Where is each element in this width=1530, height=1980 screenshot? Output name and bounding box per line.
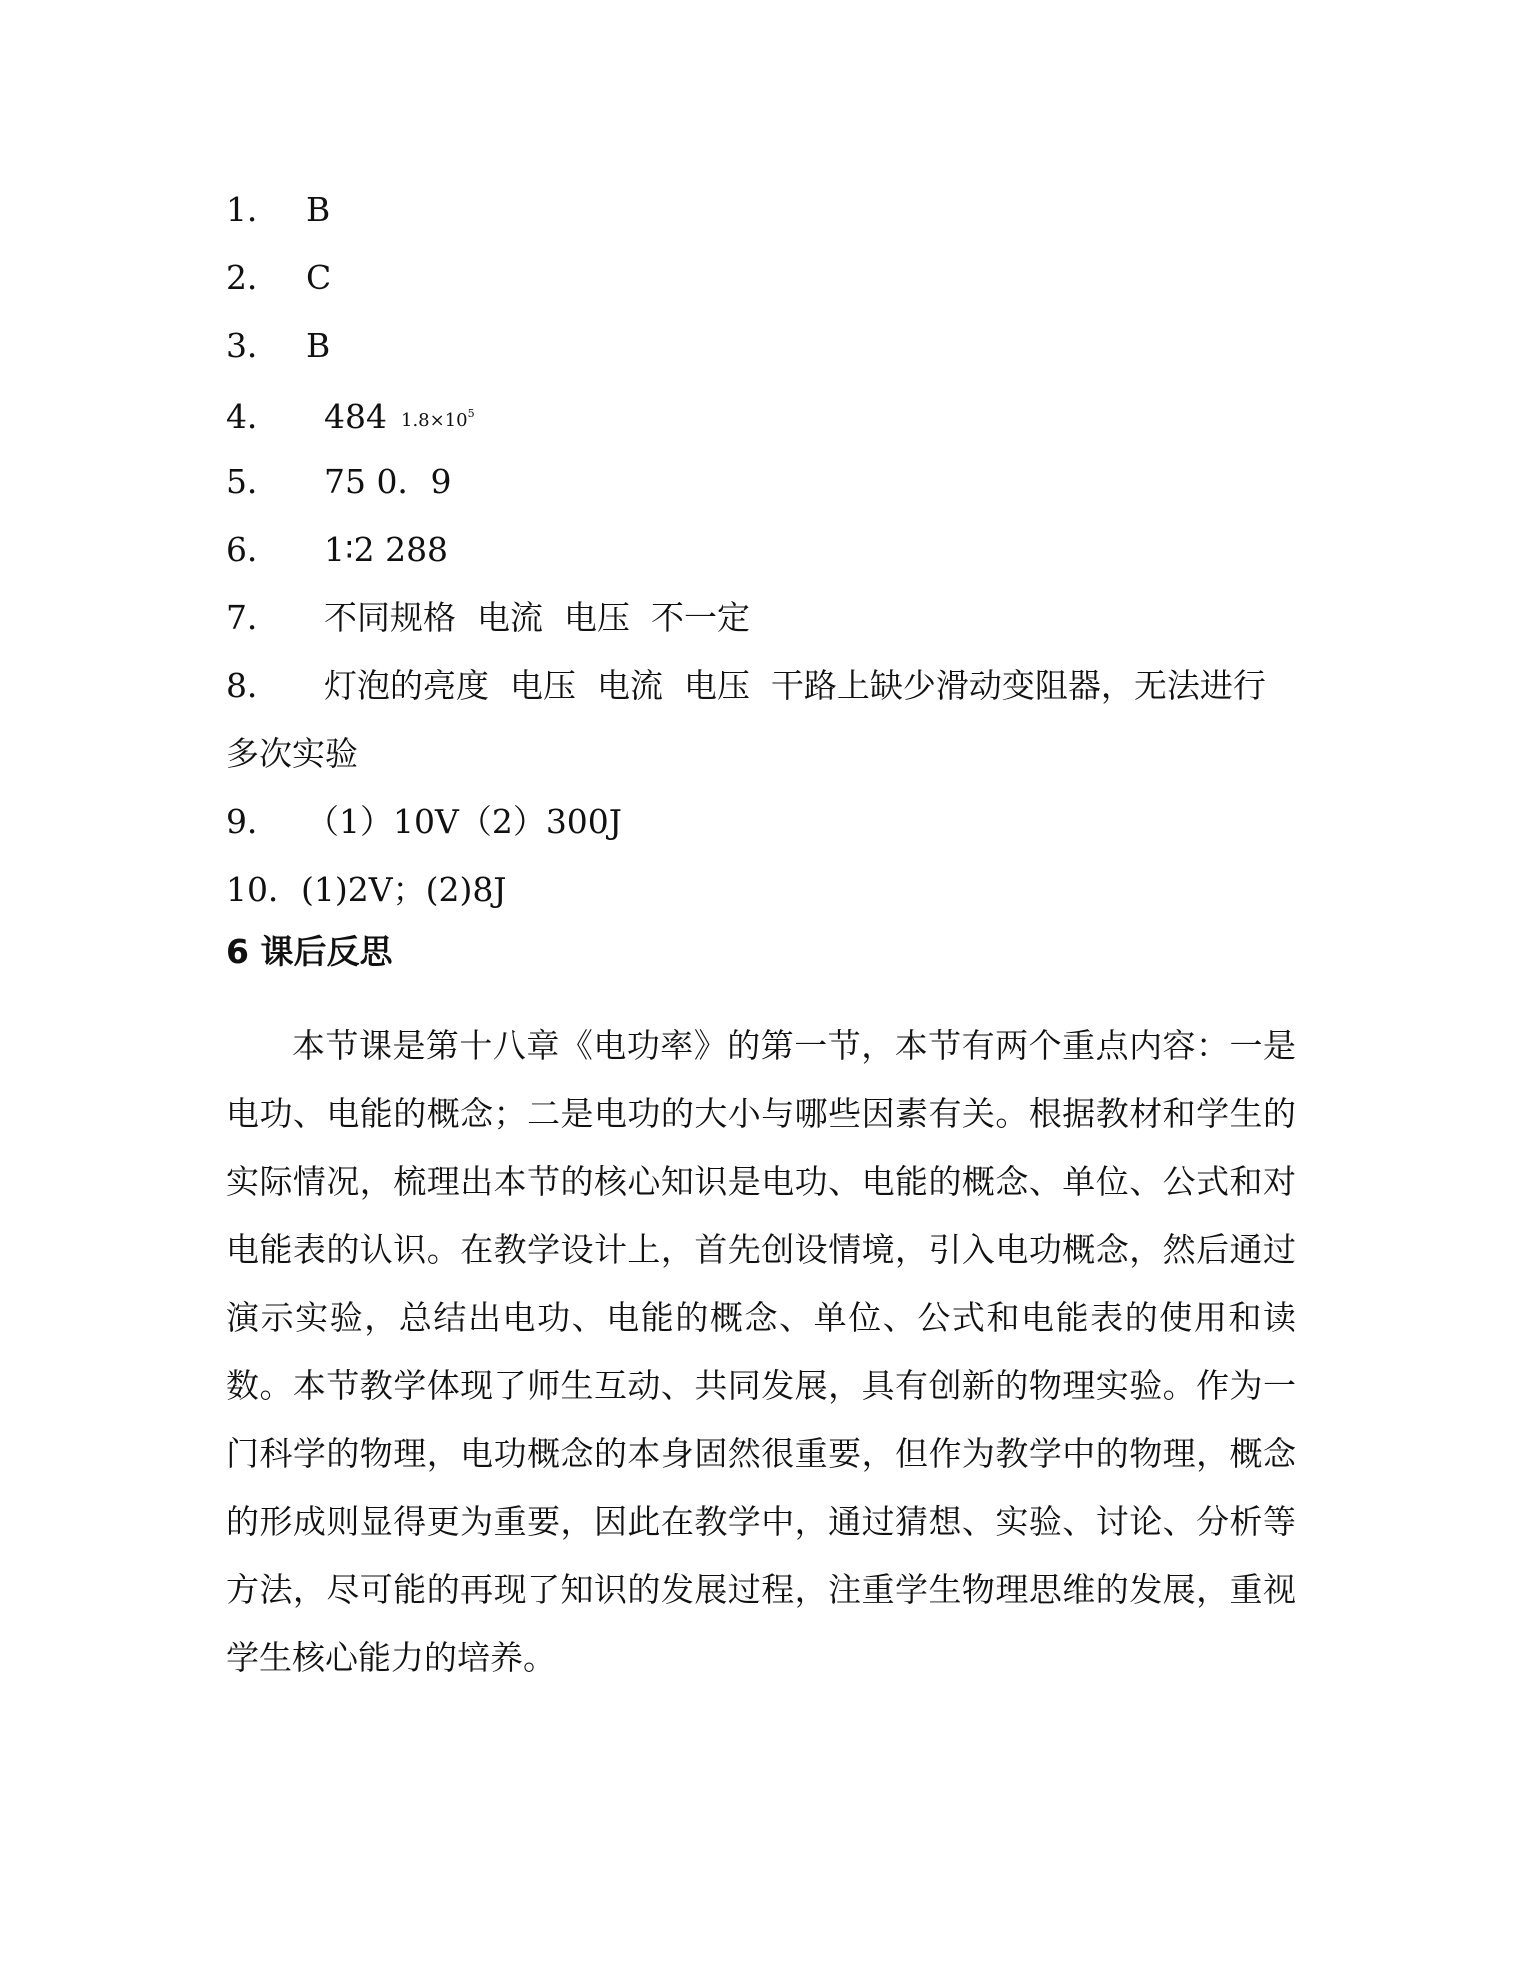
answer-number: 4．: [226, 397, 280, 436]
sci-exponent: 5: [467, 407, 475, 420]
answer-item-5: [226, 448, 1296, 516]
answer-text: （1）10V（2）300J: [306, 802, 623, 841]
answer-item-1: [226, 176, 1296, 244]
answer-text: B: [306, 190, 331, 229]
scientific-notation: [401, 407, 475, 431]
answer-number: 7．: [226, 598, 280, 637]
answer-number: 9．: [226, 802, 280, 841]
answer-number: 2．: [226, 258, 280, 297]
answer-text: 灯泡的亮度 电压 电流 电压 干路上缺少滑动变阻器，无法进行多次实验: [226, 666, 1266, 773]
answer-item-7: [226, 584, 1296, 652]
section-heading: 6 课后反思: [226, 932, 393, 971]
answer-item-10: [226, 856, 1296, 924]
answer-item-9: [226, 788, 1296, 856]
answer-text: (1)2V；(2)8J: [301, 870, 507, 909]
answer-item-3: [226, 312, 1296, 380]
sci-base: 1.8×10: [401, 410, 468, 431]
answer-number: 6．: [226, 530, 280, 569]
answer-text: 484: [324, 397, 387, 436]
answer-number: 5．: [226, 462, 280, 501]
answer-item-8: [226, 652, 1296, 788]
answer-number: 3．: [226, 326, 280, 365]
answer-item-2: [226, 244, 1296, 312]
answer-text: 不同规格 电流 电压 不一定: [324, 598, 750, 637]
answer-number: 10．: [226, 870, 301, 909]
answer-text: B: [306, 326, 331, 365]
answer-text: 75 0．9: [324, 462, 452, 501]
answer-number: 8．: [226, 666, 280, 705]
answer-text: 1∶2 288: [324, 530, 449, 569]
answer-list: [226, 176, 1296, 924]
answer-item-4: [226, 380, 1296, 448]
answer-item-6: [226, 516, 1296, 584]
answer-number: 1．: [226, 190, 280, 229]
reflection-paragraph: 本节课是第十八章《电功率》的第一节，本节有两个重点内容：一是电功、电能的概念；二是电功的大小与哪些因素有关。根据教材和学生的实际情况，梳理出本节的核心知识是电功、电能的概念、单位、公式和对电能表的认识。在教学设计上，首先创设情境，引入电功概念，然后通过演示实验，总结出电功、电能的概念、单位、公式和电能表的使用和读数。本节教学体现了师生互动、共同发展，具有创新的物理实验。作为一门科学的物理，电功概念的本身固然很重要，但作为教学中的物理，概念的形成则显得更为重要，因此在教学中，通过猜想、实验、讨论、分析等方法，尽可能的再现了知识的发展过程，注重学生物理思维的发展，重视学生核心能力的培养。: [226, 1026, 1296, 1677]
answer-text: C: [306, 258, 332, 297]
